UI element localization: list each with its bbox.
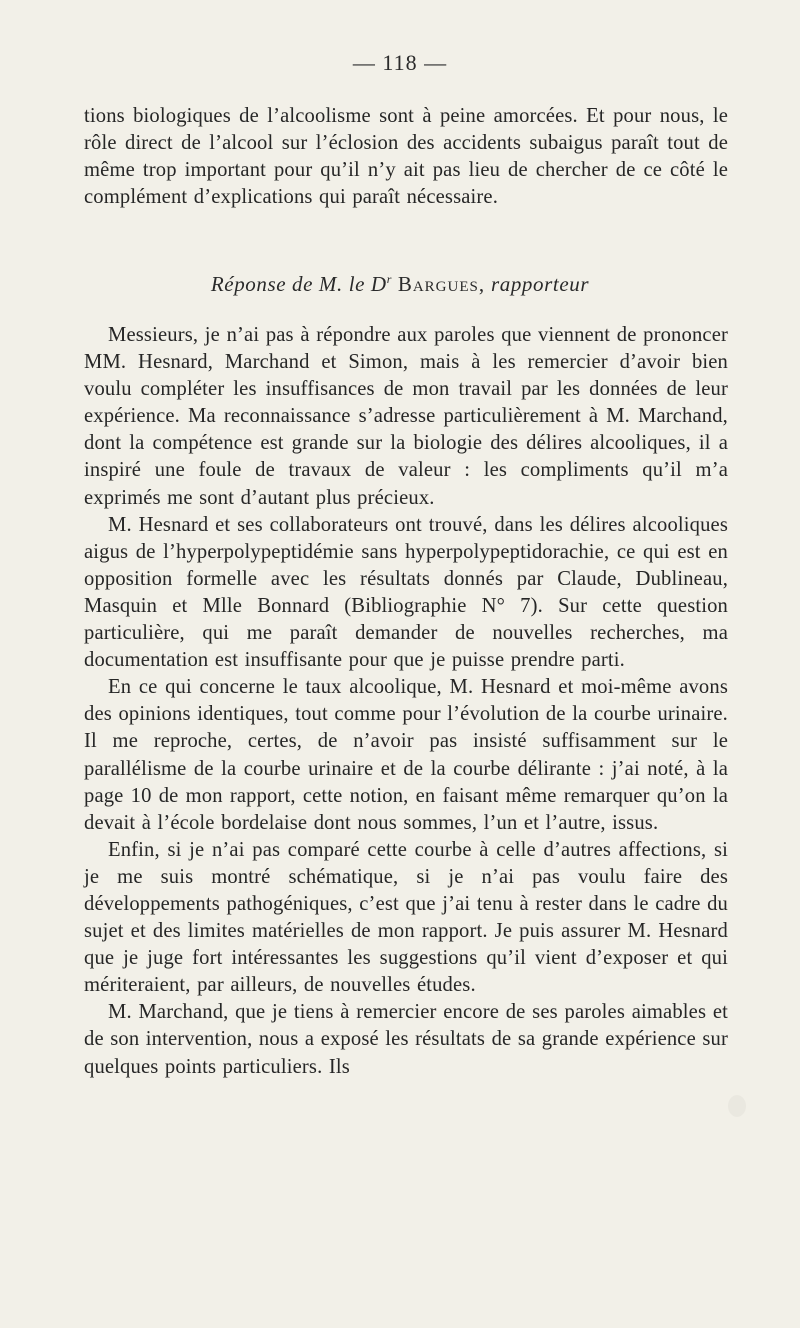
heading-prefix: Réponse de M. le D <box>210 272 387 296</box>
paragraph: Messieurs, je n’ai pas à répondre aux paroles que viennent de prononcer MM. Hesnard, Marchand et Simon, mais à les remercier d’avoir bien voulu compléter les insuffisances de mon travail par les données de leur expérience. Ma reconnaissance s’adresse particulièrement à M. Marchand, dont la compétence est grande sur la biologie des délires alcooliques, il a inspiré une foule de travaux de valeur : les compliments qu’il m’a exprimés me sont d’autant plus précieux. <box>84 324 728 509</box>
paper-smudge <box>728 1095 746 1117</box>
heading-superscript: r <box>386 272 392 286</box>
main-text <box>84 322 728 1081</box>
section-heading <box>0 272 800 297</box>
paragraph: M. Marchand, que je tiens à remercier encore de ses paroles aimables et de son intervention, nous a exposé les résultats de sa grande expérience sur quelques points particuliers. Ils <box>84 1001 728 1078</box>
heading-name: Bargues, <box>397 272 486 296</box>
paragraph: M. Hesnard et ses collaborateurs ont trouvé, dans les délires alcooliques aigus de l’hyperpolypeptidémie sans hyperpolypeptidorachie, ce qui est en opposition formelle avec les résultats donnés par Claude, Dublineau, Masquin et Mlle Bonnard (Bibliographie N° 7). Sur cette question particulière, qui me paraît demander de nouvelles recherches, ma documentation est insuffisante pour que je puisse prendre parti. <box>84 513 728 672</box>
paragraph: En ce qui concerne le taux alcoolique, M. Hesnard et moi-même avons des opinions identiques, tout comme pour l’évolution de la courbe urinaire. Il me reproche, certes, de n’avoir pas insisté suffisamment sur le parallélisme de la courbe urinaire et de la courbe délirante : j’ai noté, à la page 10 de mon rapport, cette notion, en faisant même remarquer qu’on la devait à l’école bordelaise dont nous sommes, l’un et l’autre, issus. <box>84 676 728 834</box>
page-number: — 118 — <box>352 50 448 75</box>
continuation-text: tions biologiques de l’alcoolisme sont à peine amorcées. Et pour nous, le rôle direct de l’alcool sur l’éclosion des accidents subaigus paraît tout de même trop important pour qu’il n’y ait pas lieu de chercher de ce côté le complément d’explications qui paraît nécessaire. <box>84 105 728 209</box>
continuation-paragraph <box>84 103 728 211</box>
paragraph: Enfin, si je n’ai pas comparé cette courbe à celle d’autres affections, si je me suis montré schématique, si je n’ai pas voulu faire des développements pathogéniques, c’est que j’ai tenu à rester dans le cadre du sujet et des limites matérielles de mon rapport. Je puis assurer M. Hesnard que je juge fort intéressantes les suggestions qu’il vient d’exposer et qui mériteraient, par ailleurs, de nouvelles études. <box>84 838 728 997</box>
heading-suffix: rapporteur <box>490 272 590 296</box>
